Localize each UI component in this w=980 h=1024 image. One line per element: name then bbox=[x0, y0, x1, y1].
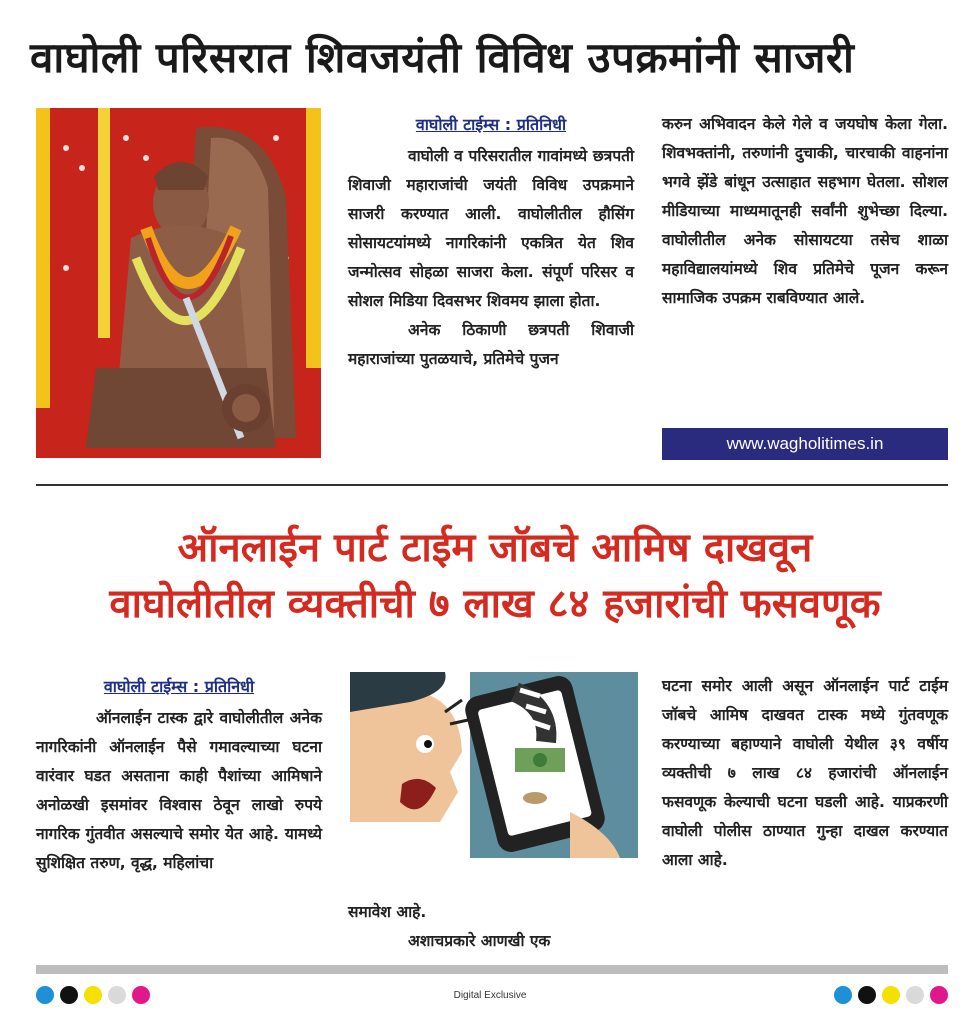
registration-dot-black bbox=[858, 986, 876, 1004]
registration-dot-gray bbox=[906, 986, 924, 1004]
article1-column1 bbox=[348, 112, 634, 374]
registration-dots-right bbox=[834, 986, 948, 1004]
article2-headline-line2: वाघोलीतील व्यक्तीची ७ लाख ८४ हजारांची फसवणूक bbox=[109, 581, 881, 627]
article2-headline bbox=[30, 520, 960, 632]
registration-dot-yellow bbox=[882, 986, 900, 1004]
article1-byline: वाघोली टाईम्स : प्रतिनिधी bbox=[415, 115, 567, 134]
website-url-banner[interactable]: www.wagholitimes.in bbox=[662, 428, 948, 460]
online-fraud-illustration bbox=[350, 672, 638, 858]
article2-paragraph1: ऑनलाईन टास्क द्वारे वाघोलीतील अनेक नागरिकांनी ऑनलाईन पैसे गमावल्याच्या घटना वारंवार घडत असताना काही पैशांच्या आमिषाने अनोळखी इसमांवर विश्वास ठेवून लाखो रुपये नागरिक गुंतवीत असल्याचे समोर येत आहे. यामध्ये सुशिक्षित तरुण, वृद्ध, महिलांचा bbox=[36, 709, 322, 872]
section-divider bbox=[36, 484, 948, 486]
registration-dot-cyan bbox=[834, 986, 852, 1004]
article2-column1 bbox=[36, 674, 322, 878]
article2-headline-line1: ऑनलाईन पार्ट टाईम जॉबचे आमिष दाखवून bbox=[177, 525, 813, 571]
article2-paragraph3: अशाचप्रकारे आणखी एक bbox=[408, 932, 551, 950]
article1-column2 bbox=[662, 110, 948, 313]
shivaji-statue-photo bbox=[36, 108, 321, 458]
registration-dot-magenta bbox=[930, 986, 948, 1004]
footer-bar bbox=[36, 965, 948, 974]
article2-column2 bbox=[348, 898, 634, 956]
article2-paragraph4: घटना समोर आली असून ऑनलाईन पार्ट टाईम जॉबचे आमिष दाखवत टास्क मध्ये गुंतवणूक करण्याच्या बहाण्याने वाघोली येथील ३९ वर्षीय व्यक्तीची ७ लाख ८४ हजारांची ऑनलाईन फसवणूक केल्याची घटना घडली आहे. याप्रकरणी वाघोली पोलीस ठाण्यात गुन्हा दाखल करण्यात आला आहे. bbox=[662, 677, 948, 869]
article1-paragraph2: अनेक ठिकाणी छत्रपती शिवाजी महाराजांच्या पुतळयाचे, प्रतिमेचे पुजन bbox=[348, 321, 634, 368]
footer-label: Digital Exclusive bbox=[453, 990, 527, 1001]
article2-byline: वाघोली टाईम्स : प्रतिनिधी bbox=[103, 677, 255, 696]
article1-headline: वाघोली परिसरात शिवजयंती विविध उपक्रमांनी साजरी bbox=[30, 33, 855, 82]
article2-column3 bbox=[662, 672, 948, 875]
article2-paragraph2: समावेश आहे. bbox=[348, 903, 427, 921]
article1-paragraph3: करुन अभिवादन केले गेले व जयघोष केला गेला. शिवभक्तांनी, तरुणांनी दुचाकी, चारचाकी वाहनांना भगवे झेंडे बांधून उत्साहात सहभाग घेतला. सोशल मीडियाच्या माध्यमातूनही सर्वांनी शुभेच्छा दिल्या. वाघोलीतील अनेक सोसायटया तसेच शाळा महाविद्यालयांमध्ये शिव प्रतिमेचे पूजन करून सामाजिक उपक्रम राबविण्यात आले. bbox=[662, 115, 948, 307]
article1-paragraph1: वाघोली व परिसरातील गावांमध्ये छत्रपती शिवाजी महाराजांची जयंती विविध उपक्रमाने साजरी करण्यात आली. वाघोलीतील हौसिंग सोसायटयांमध्ये नागरिकांनी एकत्रित येत शिव जन्मोत्सव सोहळा साजरा केला. संपूर्ण परिसर व सोशल मिडिया दिवसभर शिवमय झाला होता. bbox=[348, 147, 634, 310]
